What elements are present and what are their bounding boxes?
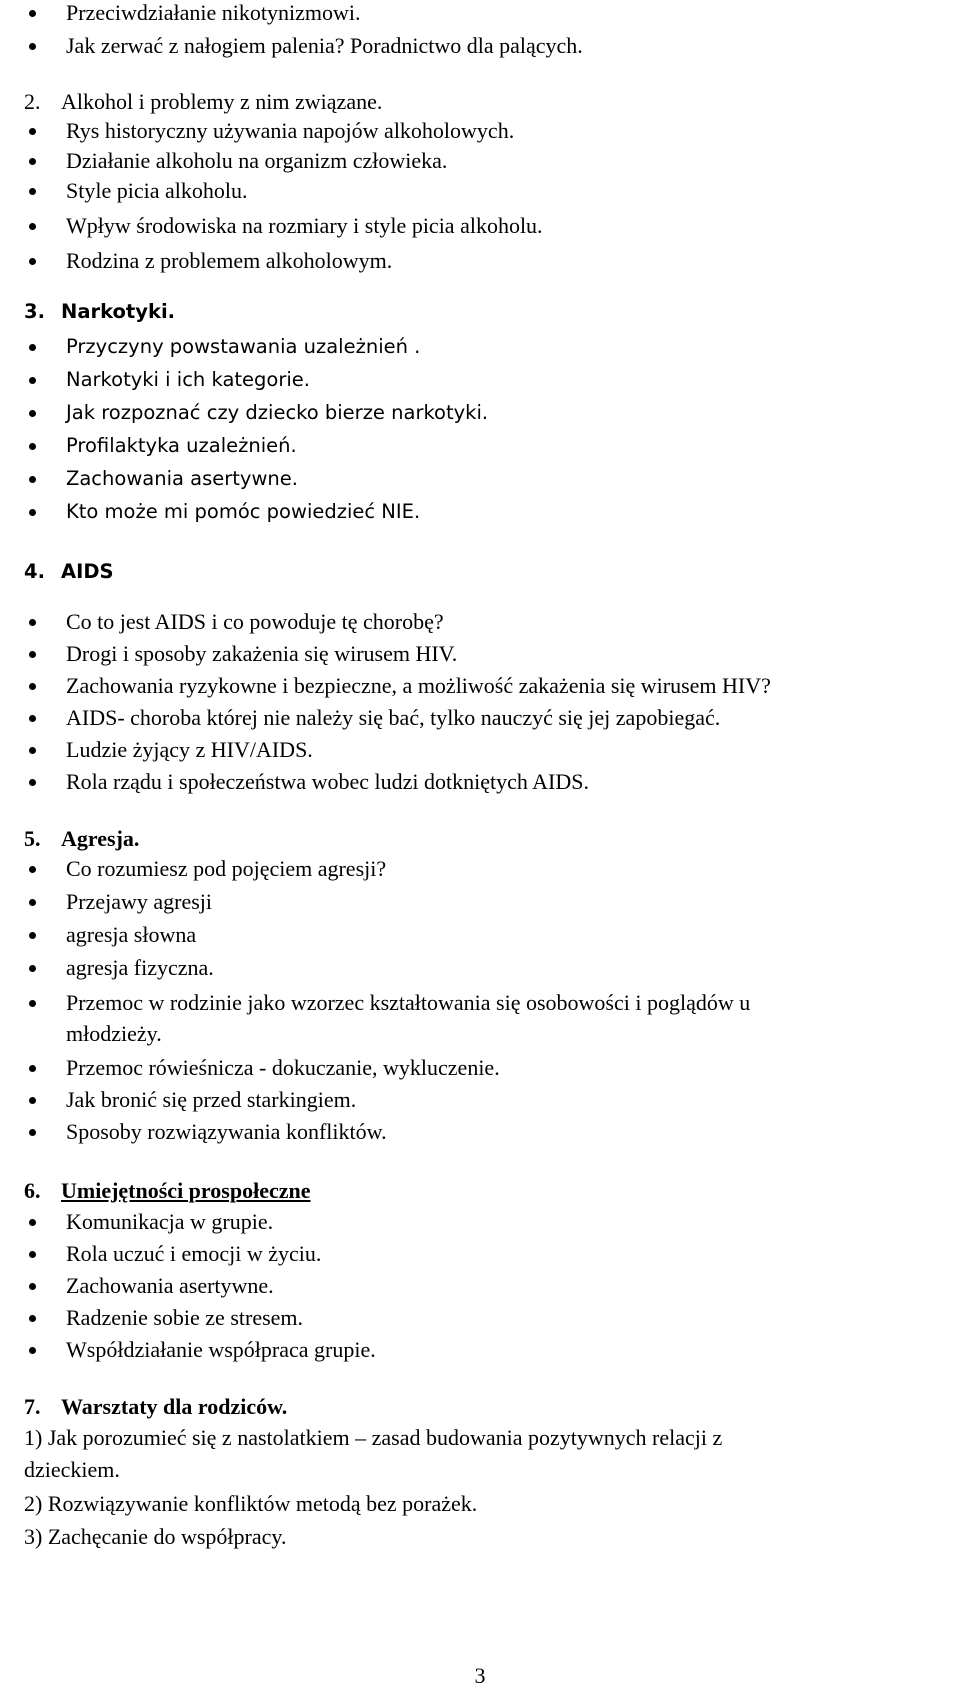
section-title: Umiejętności prospołeczne xyxy=(61,1178,311,1203)
section-title: Warsztaty dla rodziców. xyxy=(61,1394,288,1419)
section-title: Alkohol i problemy z nim związane. xyxy=(61,89,383,114)
section-number: 6. xyxy=(24,1178,41,1203)
list-item: Jak bronić się przed starkingiem. xyxy=(66,1084,356,1116)
numbered-item: 2) Rozwiązywanie konfliktów metodą bez porażek. xyxy=(24,1491,478,1516)
list-item: Jak zerwać z nałogiem palenia? Poradnictwo dla palących. xyxy=(66,30,583,62)
section-title: Narkotyki. xyxy=(61,300,176,323)
list-item: Rola uczuć i emocji w życiu. xyxy=(66,1238,321,1270)
list-item: Współdziałanie współpraca grupie. xyxy=(66,1334,376,1366)
list-item: agresja słowna xyxy=(66,919,196,951)
section-number: 4. xyxy=(24,560,45,583)
list-item: Przyczyny powstawania uzależnień . xyxy=(66,331,420,363)
list-item: Co rozumiesz pod pojęciem agresji? xyxy=(66,853,386,885)
list-item: Rodzina z problemem alkoholowym. xyxy=(66,245,392,277)
list-item: agresja fizyczna. xyxy=(66,952,214,984)
list-item: Narkotyki i ich kategorie. xyxy=(66,364,310,396)
section-title: AIDS xyxy=(61,560,114,583)
list-item: Jak rozpoznać czy dziecko bierze narkotyki. xyxy=(66,397,488,429)
section-number: 2. xyxy=(24,89,41,114)
list-item: Kto może mi pomóc powiedzieć NIE. xyxy=(66,496,420,528)
list-item: Drogi i sposoby zakażenia się wirusem HIV. xyxy=(66,638,457,670)
section-heading xyxy=(24,296,175,328)
list-item-continuation: młodzieży. xyxy=(66,1021,162,1046)
section-heading xyxy=(24,1391,287,1423)
section-heading xyxy=(24,86,382,118)
section-heading xyxy=(24,556,114,588)
list-item: Działanie alkoholu na organizm człowieka. xyxy=(66,145,447,177)
list-item: Radzenie sobie ze stresem. xyxy=(66,1302,303,1334)
list-item: Przemoc w rodzinie jako wzorzec kształtowania się osobowości i poglądów u xyxy=(66,987,750,1019)
section-number: 5. xyxy=(24,826,41,851)
list-item: Przemoc rówieśnicza - dokuczanie, wykluczenie. xyxy=(66,1052,500,1084)
list-item: Rys historyczny używania napojów alkoholowych. xyxy=(66,115,514,147)
list-item: Zachowania ryzykowne i bezpieczne, a możliwość zakażenia się wirusem HIV? xyxy=(66,670,771,702)
list-item: Ludzie żyjący z HIV/AIDS. xyxy=(66,734,313,766)
list-item: Rola rządu i społeczeństwa wobec ludzi dotkniętych AIDS. xyxy=(66,766,589,798)
list-item: Profilaktyka uzależnień. xyxy=(66,430,297,462)
list-item: Style picia alkoholu. xyxy=(66,175,247,207)
list-item: Sposoby rozwiązywania konfliktów. xyxy=(66,1116,387,1148)
numbered-item-continuation: dzieckiem. xyxy=(24,1457,120,1482)
list-item: Wpływ środowiska na rozmiary i style picia alkoholu. xyxy=(66,210,543,242)
numbered-item: 1) Jak porozumieć się z nastolatkiem – zasad budowania pozytywnych relacji z xyxy=(24,1425,723,1450)
section-number: 7. xyxy=(24,1394,41,1419)
list-item: Komunikacja w grupie. xyxy=(66,1206,273,1238)
list-item: AIDS- choroba której nie należy się bać, tylko nauczyć się jej zapobiegać. xyxy=(66,702,720,734)
section-heading xyxy=(24,1175,311,1207)
numbered-item: 3) Zachęcanie do współpracy. xyxy=(24,1524,287,1549)
list-item: Zachowania asertywne. xyxy=(66,463,298,495)
section-number: 3. xyxy=(24,300,45,323)
section-heading xyxy=(24,823,139,855)
list-item: Co to jest AIDS i co powoduje tę chorobę? xyxy=(66,606,444,638)
page-number: 3 xyxy=(474,1663,486,1688)
list-item: Przejawy agresji xyxy=(66,886,212,918)
list-item: Przeciwdziałanie nikotynizmowi. xyxy=(66,0,360,29)
list-item: Zachowania asertywne. xyxy=(66,1270,274,1302)
section-title: Agresja. xyxy=(61,826,140,851)
